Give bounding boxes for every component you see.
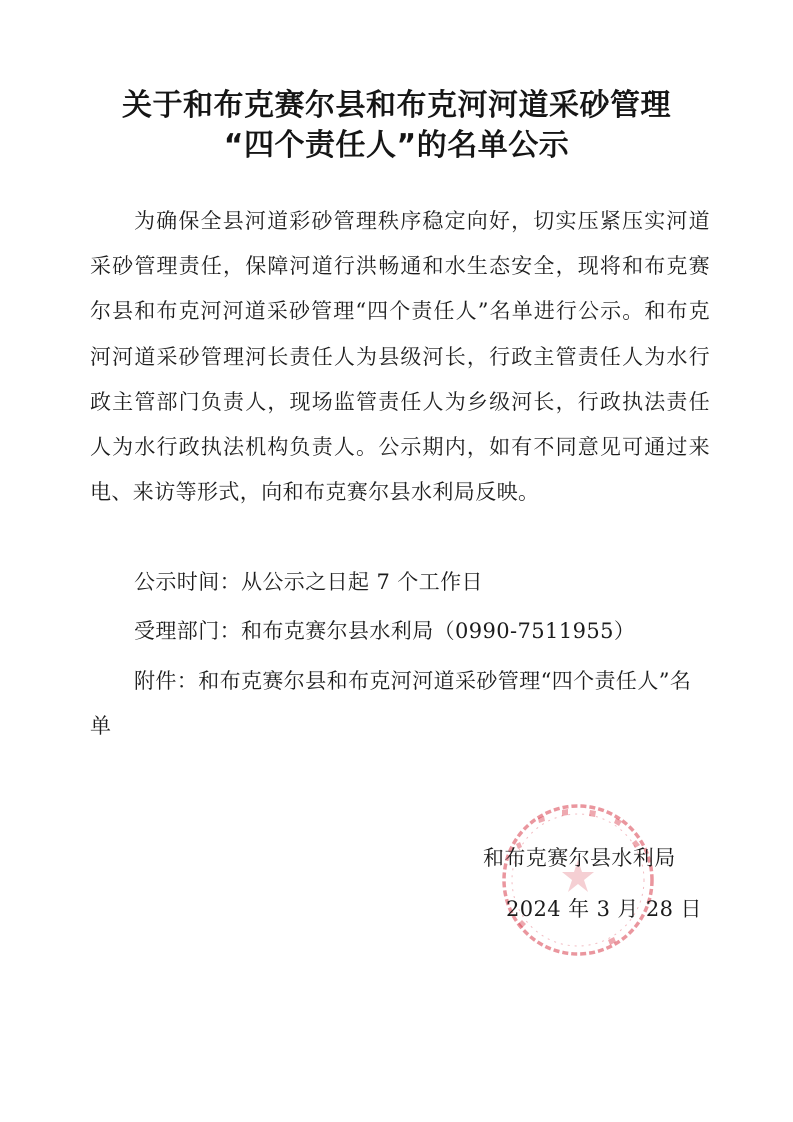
attachment-note: 附件：和布克赛尔县和布克河河道采砂管理“四个责任人”名单 — [90, 669, 692, 739]
notice-body — [90, 199, 710, 515]
official-seal-icon — [498, 800, 658, 960]
receiving-department: 受理部门：和布克赛尔县水利局（0990-7511955） — [134, 619, 636, 643]
document-title-line-1: 关于和布克赛尔县和布克河河道采砂管理 — [122, 88, 671, 123]
issuing-authority: 和布克赛尔县水利局 — [483, 846, 676, 870]
notice-period: 公示时间：从公示之日起 7 个工作日 — [134, 570, 483, 594]
notice-paragraph: 为确保全县河道彩砂管理秩序稳定向好，切实压紧压实河道采砂管理责任，保障河道行洪畅通和水生态安全，现将和布克赛尔县和布克河河道采砂管理“四个责任人”名单进行公示。和布克河河道采砂管理河长责任人为县级河长，行政主管责任人为水行政主管部门负责人，现场监管责任人为乡级河长，行政执法责任人为水行政执法机构负责人。公示期内，如有不同意见可通过来电、来访等形式，向和布克赛尔县水利局反映。 — [90, 209, 710, 505]
document-title-line-2: “四个责任人”的名单公示 — [223, 128, 570, 163]
issue-date: 2024 年 3 月 28 日 — [506, 897, 702, 921]
